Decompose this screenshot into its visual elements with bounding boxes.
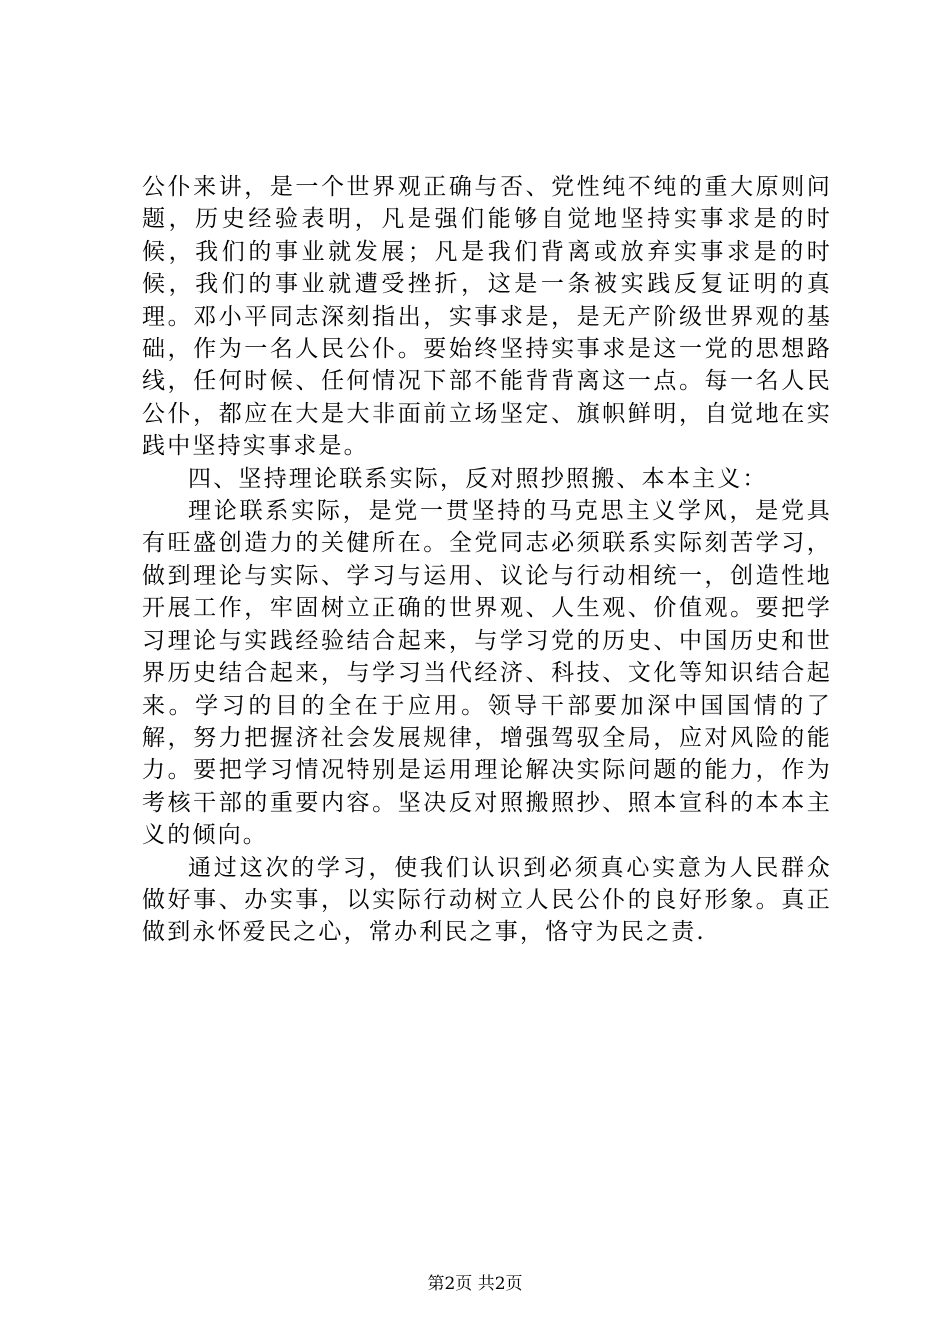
paragraph-theory-practice: 理论联系实际，是党一贯坚持的马克思主义学风，是党具有旺盛创造力的关健所在。全党同志必须联系实际刻苦学习，做到理论与实际、学习与运用、议论与行动相统一，创造性地开展工作，牢固树立正确的世界观、人生观、价值观。要把学习理论与实践经验结合起来，与学习党的历史、中国历史和世界历史结合起来，与学习当代经济、科技、文化等知识结合起来。学习的目的全在于应用。领导干部要加深中国国情的了解，努力把握济社会发展规律，增强驾驭全局，应对风险的能力。要把学习情况特别是运用理论解决实际问题的能力，作为考核干部的重要内容。坚决反对照搬照抄、照本宣科的本本主义的倾向。 <box>142 498 832 849</box>
page-number: 第2页 共2页 <box>427 1274 523 1294</box>
paragraph-continuation: 公仆来讲，是一个世界观正确与否、党性纯不纯的重大原则问题，历史经验表明，凡是强们能够自觉地坚持实事求是的时候，我们的事业就发展；凡是我们背离或放弃实事求是的时候，我们的事业就遭受挫折，这是一条被实践反复证明的真理。邓小平同志深刻指出，实事求是，是无产阶级世界观的基础，作为一名人民公仆。要始终坚持实事求是这一党的思想路线，任何时候、任何情况下部不能背背离这一点。每一名人民公仆，都应在大是大非面前立场坚定、旗帜鲜明，自觉地在实践中坚持实事求是。 <box>142 174 832 460</box>
paragraph-conclusion: 通过这次的学习，使我们认识到必须真心实意为人民群众做好事、办实事，以实际行动树立人民公仆的良好形象。真正做到永怀爱民之心，常办利民之事，恪守为民之责. <box>142 854 832 946</box>
body-text <box>142 171 832 949</box>
section-heading: 四、坚持理论联系实际，反对照抄照搬、本本主义： <box>188 465 768 492</box>
